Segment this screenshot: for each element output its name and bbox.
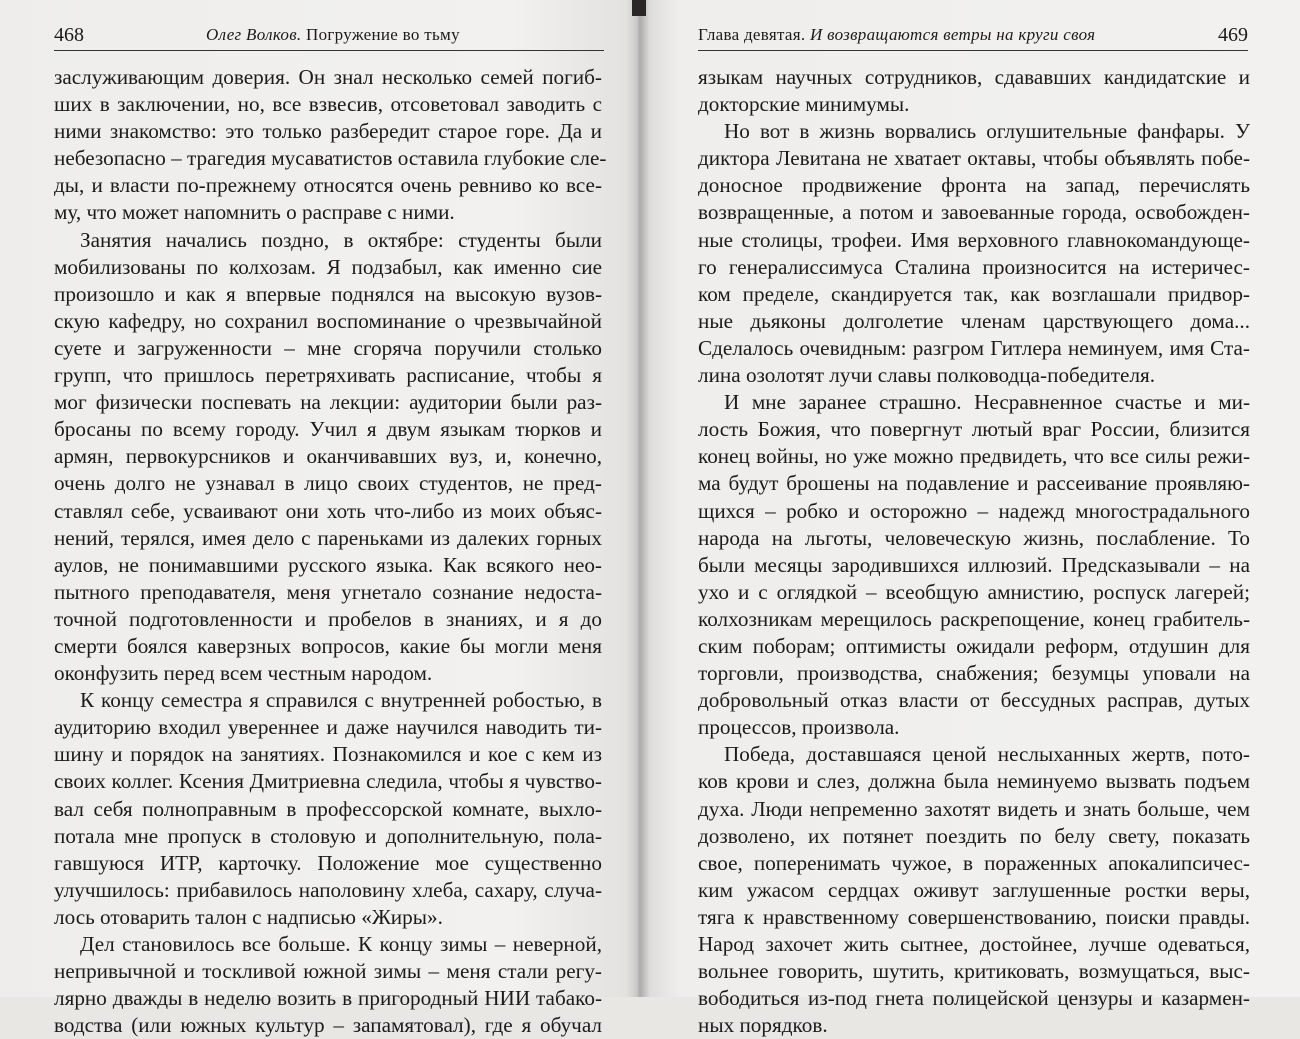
text-line: доносное продвижение фронта на запад, перечислять — [698, 173, 1250, 198]
text-line: бросаны по всему городу. Учил я двум языкам тюрков и — [54, 417, 602, 442]
text-line: дозволено, их потянет поездить по белу свету, показать — [698, 823, 1250, 848]
text-line: докторские минимумы. — [698, 92, 910, 117]
text-line: шину и порядок на занятиях. Познакомился и кое с кем из — [54, 742, 602, 767]
text-line: И мне заранее страшно. Несравненное счастье и ми- — [724, 390, 1250, 415]
page-number-left: 468 — [54, 24, 84, 46]
text-line: суете и загруженности – мне сгоряча поручили столько — [54, 335, 602, 360]
text-line: тяга к нравственному совершенствованию, поиски правды. — [698, 904, 1250, 929]
text-line: очень долго не узнавал в лицо своих студентов, не пред- — [54, 471, 602, 496]
text-line: ных порядков. — [698, 1013, 828, 1038]
left-running-header — [54, 22, 604, 51]
left-page — [0, 0, 640, 1038]
text-line: ные дьяконы долголетие членам царствующего дома... — [698, 308, 1250, 333]
text-line: Сделалось очевидным: разгром Гитлера неминуем, имя Ста- — [698, 335, 1250, 360]
text-line: нений, терялся, имея дело с пареньками из далеких горных — [54, 525, 602, 550]
text-line: добровольный отказ власти от бессудных расправ, дутых — [698, 688, 1250, 713]
text-line: вободиться из-под гнета полицейской цензуры и казармен- — [698, 986, 1250, 1011]
text-line: лось отоварить талон с надписью «Жиры». — [54, 904, 443, 929]
running-head-author: Олег Волков. — [206, 25, 302, 44]
text-line: ким ужасом сердцах оживут заглушенные ростки веры, — [698, 877, 1250, 902]
text-line: духа. Люди непременно захотят видеть и знать больше, чем — [698, 796, 1250, 821]
running-head-right — [698, 22, 1095, 48]
text-line: улучшилось: прибавилось наполовину хлеба, сахару, случа- — [54, 877, 602, 902]
text-line: конец войны, но уже можно предвидеть, что все силы режи- — [698, 444, 1250, 469]
text-line: водства (или южных культур – запамятовал), где я обучал — [54, 1013, 602, 1038]
text-line: свое, поперенимать чужое, в пораженных апокалипсичес- — [698, 850, 1250, 875]
text-line: ухо и с оглядкой – всеобщую амнистию, роспуск лагерей; — [698, 579, 1250, 604]
text-line: аулов, не понимавшими русского языка. Как всякого нео- — [54, 552, 602, 577]
text-line: своих коллег. Ксения Дмитриевна следила, чтобы я чувство- — [54, 769, 602, 794]
text-line: ков крови и слез, должна была неминуемо вызвать подъем — [698, 769, 1250, 794]
text-line: скую кафедру, но сохранил воспоминание о чрезвычайной — [54, 308, 602, 333]
text-line: Занятия начались поздно, в октябре: студенты были — [80, 227, 602, 252]
running-head-chapter-title: И возвращаются ветры на круги своя — [810, 25, 1096, 44]
text-line: пытного преподавателя, меня угнетало сознание недоста- — [54, 579, 602, 604]
text-line: возвращенные, а потом и завоеванные города, освобожден- — [698, 200, 1250, 225]
spine-top-shadow — [632, 0, 646, 16]
text-line: точной подготовленности и пробелов в знаниях, и я до — [54, 606, 602, 631]
text-line: ные столицы, трофеи. Имя верховного главнокомандующе- — [698, 227, 1250, 252]
running-head-chapter: Глава девятая. — [698, 25, 806, 44]
text-line: армян, первокурсников и оканчивавших вуз, и, конечно, — [54, 444, 602, 469]
running-head-left — [206, 22, 460, 48]
text-line: го генералиссимуса Сталина произносится на истеричес- — [698, 254, 1250, 279]
text-line: ды, и власти по-прежнему относятся очень ревниво ко все- — [54, 173, 602, 198]
text-line: ставлял себе, усваивают они хоть что-либо из моих объяс- — [54, 498, 602, 523]
text-line: му, что может напомнить о расправе с ними. — [54, 200, 455, 225]
text-line: Победа, доставшаяся ценой неслыханных жертв, пото- — [724, 742, 1250, 767]
text-line: ними знакомство: это только разбередит старое горе. Да и — [54, 119, 602, 144]
text-line: щихся – робко и осторожно – надежд многострадального — [698, 498, 1250, 523]
text-line: были месяцы зародившихся иллюзий. Предсказывали – на — [698, 552, 1250, 577]
text-line: торговли, производства, снабжения; безумцы уповали на — [698, 661, 1250, 686]
text-line: вольнее говорить, шутить, критиковать, возмущаться, выс- — [698, 959, 1250, 984]
text-line: потала мне пропуск в столовую и дополнительную, пола- — [54, 823, 602, 848]
text-line: ших в заключении, но, все взвесив, отсоветовал заводить с — [54, 92, 602, 117]
text-line: ком пределе, скандируется так, как возглашали придвор- — [698, 281, 1250, 306]
text-line: смерти боялся каверзных вопросов, какие бы могли меня — [54, 633, 602, 658]
text-line: языкам научных сотрудников, сдававших кандидатские и — [698, 65, 1250, 89]
text-line: гавшуюся ИТР, карточку. Положение мое существенно — [54, 850, 602, 875]
right-page-text — [698, 64, 1250, 1039]
text-line: лина озолотят лучи славы полководца-победителя. — [698, 363, 1156, 388]
text-line: небезопасно – трагедия мусаватистов оставила глубокие сле- — [54, 146, 607, 171]
text-line: народа на льготы, человеческую жизнь, послабление. То — [698, 525, 1250, 550]
text-line: Но вот в жизнь ворвались оглушительные фанфары. У — [724, 119, 1250, 144]
text-line: ским поборам; оптимисты ожидали реформ, отдушин для — [698, 633, 1250, 658]
text-line: Народ захочет жить сытнее, достойнее, лучше одеваться, — [698, 932, 1250, 956]
book-gutter-shadow — [626, 0, 650, 997]
text-line: ма будут брошены на подавление и рассеивание проявляю- — [698, 471, 1250, 496]
text-line: мобилизованы по колхозам. Я подзабыл, как именно сие — [54, 254, 602, 279]
text-line: групп, что пришлось перетряхивать расписание, чтобы я — [54, 363, 602, 388]
text-line: мог физически поспевать на лекции: аудитории были раз- — [54, 390, 602, 415]
text-line: процессов, произвола. — [698, 715, 900, 740]
text-line: диктора Левитана не хватает октавы, чтобы объявлять побе- — [698, 146, 1250, 171]
right-page — [640, 0, 1300, 1038]
text-line: К концу семестра я справился с внутренней робостью, в — [80, 688, 602, 713]
text-line: Дел становилось все больше. К концу зимы – неверной, — [80, 932, 602, 956]
text-line: лярно дважды в неделю возить в пригородный НИИ табако- — [54, 986, 602, 1011]
page-number-right: 469 — [1218, 24, 1248, 46]
running-head-book-title: Погружение во тьму — [306, 25, 460, 44]
text-line: вал себя полноправным в профессорской комнате, выхло- — [54, 796, 602, 821]
text-line: произошло и как я впервые поднялся на высокую вузов- — [54, 281, 602, 306]
text-line: непривычной и тоскливой южной зимы – меня стали регу- — [54, 959, 602, 984]
text-line: заслуживающим доверия. Он знал несколько семей погиб- — [54, 65, 602, 89]
right-running-header — [698, 22, 1248, 51]
text-line: оконфузить перед всем честным народом. — [54, 661, 433, 686]
text-line: аудиторию входил увереннее и даже научился наводить ти- — [54, 715, 602, 740]
text-line: лость Божия, что повергнут лютый враг России, близится — [698, 417, 1250, 442]
left-page-text — [54, 64, 607, 1039]
text-line: колхозникам мерещилось раскрепощение, конец грабитель- — [698, 606, 1250, 631]
